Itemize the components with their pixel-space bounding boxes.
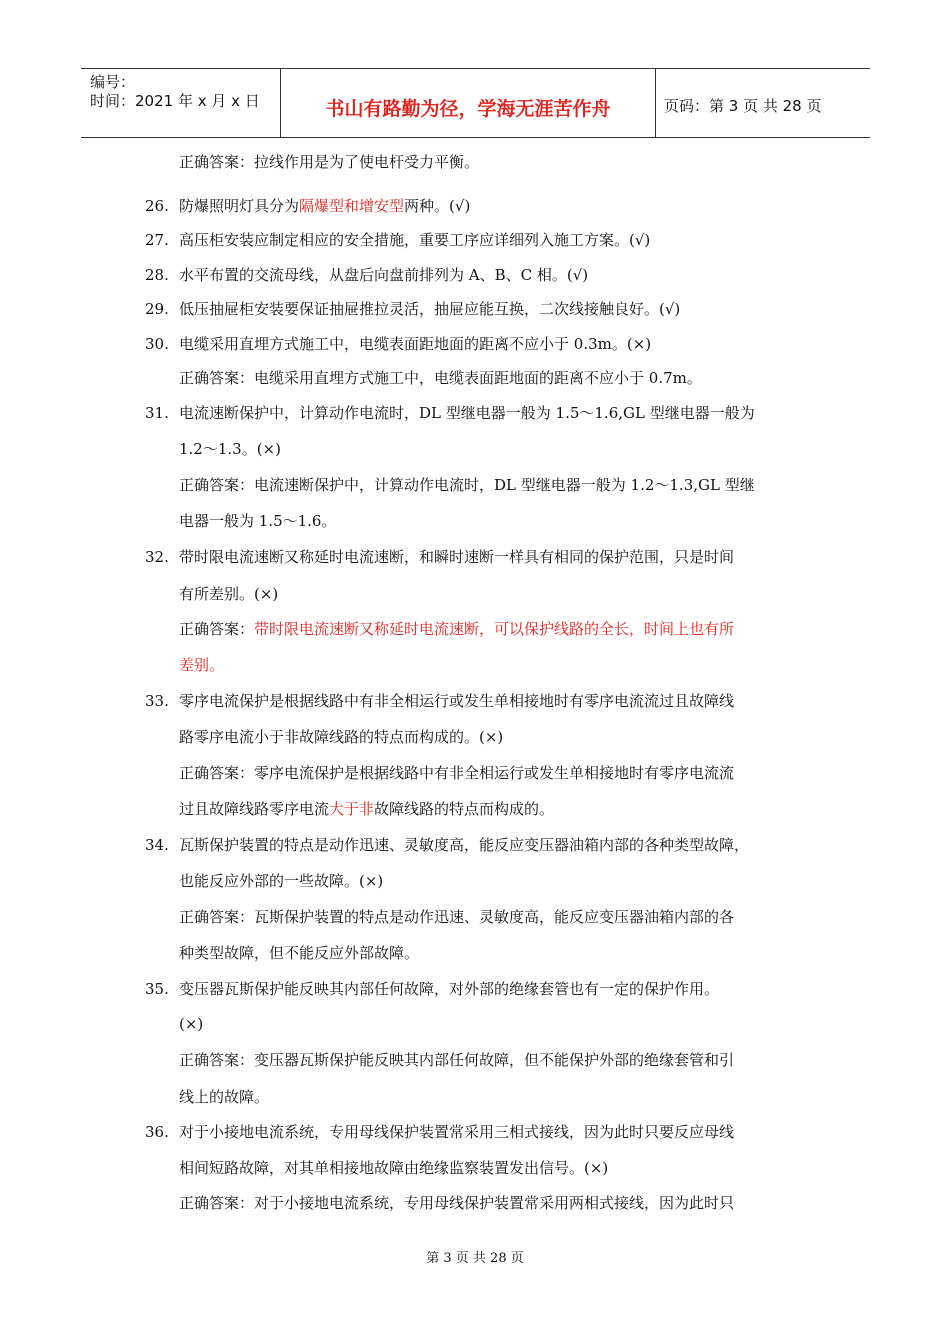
item-number: 29. [145, 300, 169, 318]
item-number: 33. [145, 692, 169, 710]
text-line: 对于小接地电流系统，专用母线保护装置常采用三相式接线，因为此时只要反应母线 [179, 1123, 735, 1141]
text-line: 高压柜安装应制定相应的安全措施，重要工序应详细列入施工方案。(√) [179, 231, 651, 249]
text-line: 相间短路故障，对其单相接地故障由绝缘监察装置发出信号。(×) [179, 1159, 609, 1177]
text-line [179, 655, 224, 675]
item-number: 27. [145, 231, 169, 249]
text-line: 电缆采用直埋方式施工中，电缆表面距地面的距离不应小于 0.3m。(×) [179, 335, 652, 353]
item-number: 31. [145, 404, 169, 422]
text-line: 水平布置的交流母线，从盘后向盘前排列为 A、B、C 相。(√) [179, 266, 589, 284]
text-line: 线上的故障。 [179, 1088, 270, 1106]
item-number: 35. [145, 980, 169, 998]
text-segment: 两种。(√) [404, 197, 471, 215]
text-line: 正确答案：电缆采用直埋方式施工中，电缆表面距地面的距离不应小于 0.7m。 [179, 369, 702, 387]
text-segment: 故障线路的特点而构成的。 [374, 800, 555, 818]
item-number: 30. [145, 335, 169, 353]
item-number: 36. [145, 1123, 169, 1141]
text-line: 零序电流保护是根据线路中有非全相运行或发生单相接地时有零序电流流过且故障线 [179, 692, 735, 710]
page-header [81, 68, 870, 138]
document-id-label: 编号： [90, 73, 136, 91]
text-line: 电流速断保护中，计算动作电流时，DL 型继电器一般为 1.5～1.6,GL 型继电器一般为 [179, 404, 755, 422]
header-page-info: 页码：第 3 页 共 28 页 [664, 96, 822, 115]
text-line: 正确答案：电流速断保护中，计算动作电流时，DL 型继电器一般为 1.2～1.3,GL 型继 [179, 476, 755, 494]
text-line: 低压抽屉柜安装要保证抽屉推拉灵活，抽屉应能互换，二次线接触良好。(√) [179, 300, 681, 318]
text-line: 变压器瓦斯保护能反映其内部任何故障，对外部的绝缘套管也有一定的保护作用。 [179, 980, 720, 998]
text-line [179, 196, 470, 216]
text-line: 种类型故障，但不能反应外部故障。 [179, 944, 420, 962]
header-motto: 书山有路勤为径，学海无涯苦作舟 [281, 69, 656, 137]
text-line: 瓦斯保护装置的特点是动作迅速、灵敏度高，能反应变压器油箱内部的各种类型故障， [179, 836, 750, 854]
text-line: 正确答案：瓦斯保护装置的特点是动作迅速、灵敏度高，能反应变压器油箱内部的各 [179, 908, 735, 926]
text-line: 也能反应外部的一些故障。(×) [179, 872, 384, 890]
highlighted-text: 隔爆型和增安型 [299, 197, 405, 215]
item-number: 32. [145, 548, 169, 566]
page-footer: 第 3 页 共 28 页 [426, 1251, 524, 1266]
item-number: 26. [145, 197, 169, 215]
header-meta [81, 69, 281, 137]
text-line: 正确答案：变压器瓦斯保护能反映其内部任何故障，但不能保护外部的绝缘套管和引 [179, 1051, 735, 1069]
document-date: 时间：2021 年 x 月 x 日 [90, 92, 260, 110]
highlighted-text: 差别。 [179, 656, 225, 674]
text-line: 路零序电流小于非故障线路的特点而构成的。(×) [179, 728, 504, 746]
text-line: 有所差别。(×) [179, 585, 279, 603]
highlighted-text: 大于非 [329, 800, 375, 818]
text-line: 电器一般为 1.5～1.6。 [179, 512, 337, 530]
text-line: 正确答案：拉线作用是为了使电杆受力平衡。 [179, 153, 480, 171]
text-segment: 防爆照明灯具分为 [179, 197, 300, 215]
text-line [179, 619, 734, 639]
text-line [179, 799, 554, 819]
text-segment: 过且故障线路零序电流 [179, 800, 330, 818]
text-line: (×) [179, 1015, 204, 1033]
text-line: 1.2～1.3。(×) [179, 440, 281, 458]
text-line: 带时限电流速断又称延时电流速断，和瞬时速断一样具有相同的保护范围，只是时间 [179, 548, 735, 566]
highlighted-text: 带时限电流速断又称延时电流速断，可以保护线路的全长，时间上也有所 [254, 620, 735, 638]
item-number: 28. [145, 266, 169, 284]
item-number: 34. [145, 836, 169, 854]
text-segment: 正确答案： [179, 620, 255, 638]
text-line: 正确答案：零序电流保护是根据线路中有非全相运行或发生单相接地时有零序电流流 [179, 764, 735, 782]
text-line: 正确答案：对于小接地电流系统，专用母线保护装置常采用两相式接线，因为此时只 [179, 1194, 735, 1212]
